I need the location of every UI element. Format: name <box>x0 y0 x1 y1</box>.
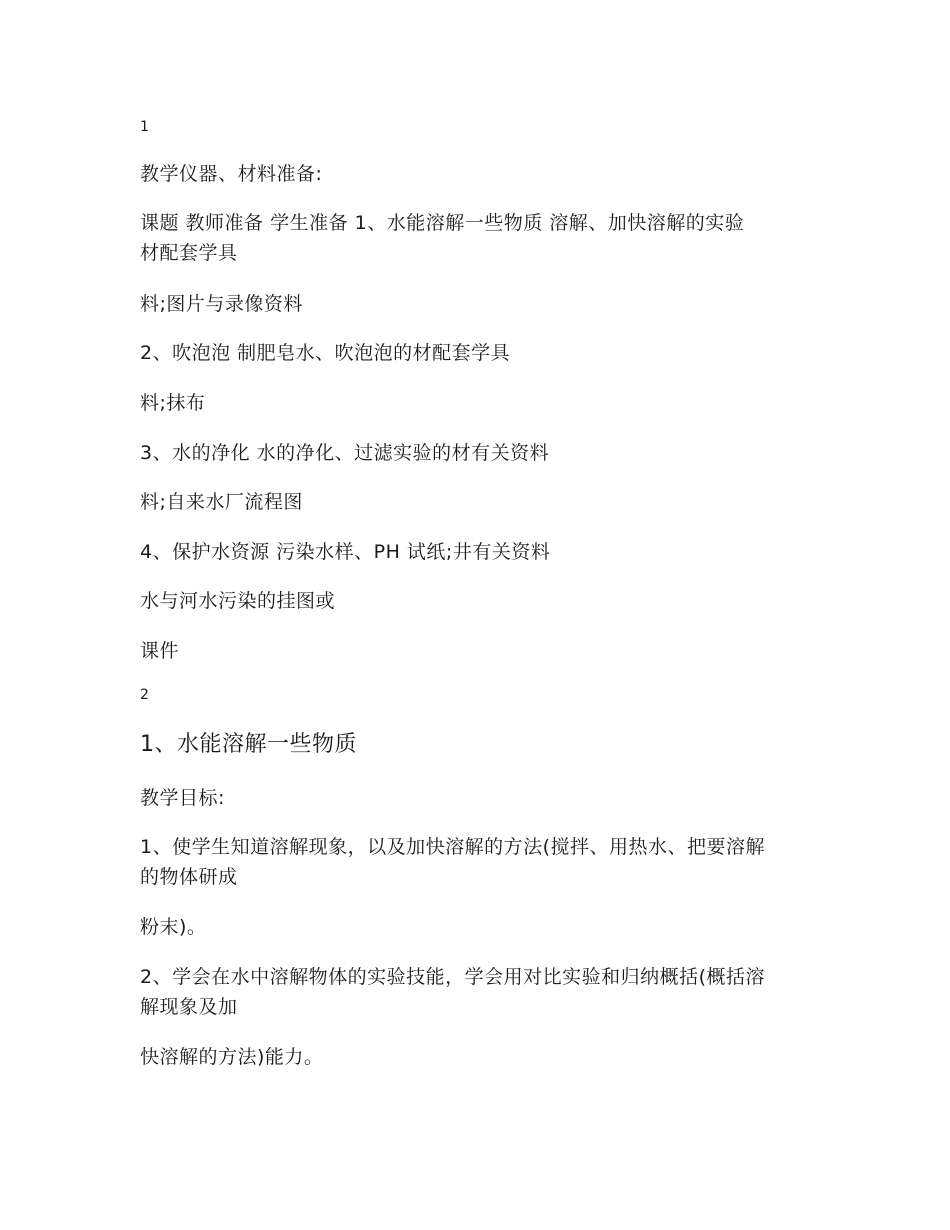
objective-line: 的物体研成 <box>140 866 238 888</box>
objective-line: 1、使学生知道溶解现象，以及加快溶解的方法(搅拌、用热水、把要溶解 <box>140 836 766 858</box>
text-line: 水与河水污染的挂图或 <box>140 590 336 612</box>
text-line: 课件 <box>140 640 180 662</box>
text-line: 材配套学具 <box>140 242 238 264</box>
text-line: 料;自来水厂流程图 <box>140 491 303 513</box>
text-line: 料;抹布 <box>140 392 206 414</box>
text-line: 课题 教师准备 学生准备 1、水能溶解一些物质 溶解、加快溶解的实验 <box>140 212 745 234</box>
objective-line: 粉末)。 <box>140 916 207 938</box>
objective-line: 解现象及加 <box>140 996 238 1018</box>
text-line: 4、保护水资源 污染水样、PH 试纸;井有关资料 <box>140 541 551 563</box>
text-line: 3、水的净化 水的净化、过滤实验的材有关资料 <box>140 442 550 464</box>
page-number: 2 <box>140 687 149 703</box>
text-line: 料;图片与录像资料 <box>140 293 303 315</box>
page-number: 1 <box>140 119 149 135</box>
objectives-label: 教学目标: <box>140 787 225 809</box>
objective-line: 快溶解的方法)能力。 <box>140 1046 324 1068</box>
lesson-heading: 1、水能溶解一些物质 <box>140 732 357 757</box>
text-line: 2、吹泡泡 制肥皂水、吹泡泡的材配套学具 <box>140 342 511 364</box>
section-title: 教学仪器、材料准备: <box>140 163 323 185</box>
objective-line: 2、学会在水中溶解物体的实验技能，学会用对比实验和归纳概括(概括溶 <box>140 966 766 988</box>
